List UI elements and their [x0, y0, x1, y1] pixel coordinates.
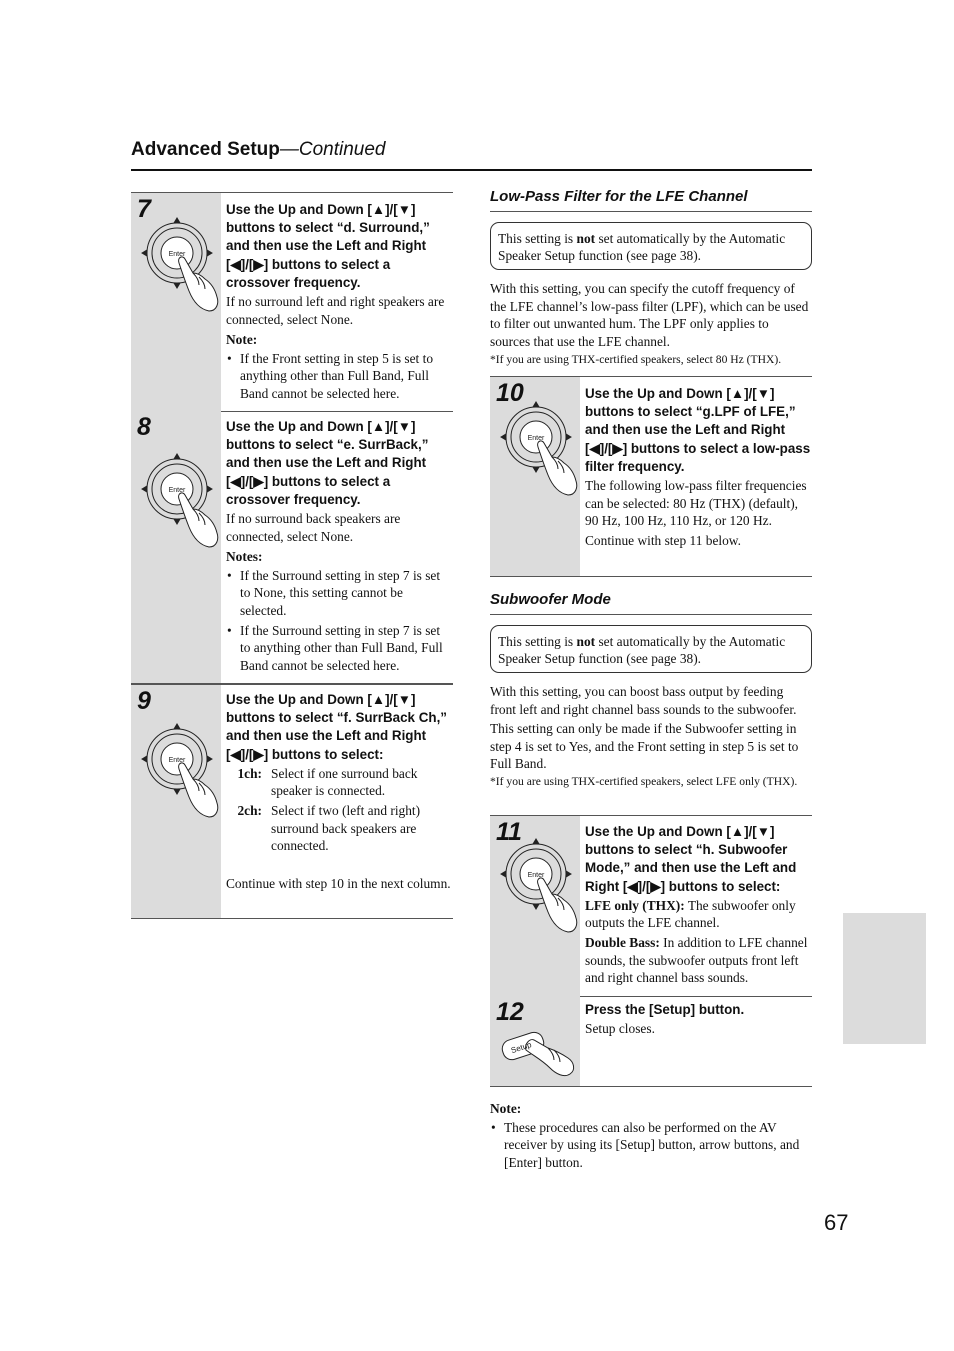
note-item: • If the Front setting in step 5 is set to anything other than Full Band, Full Band cannot be selected here.	[240, 350, 452, 403]
lpf-title-rule	[490, 211, 812, 212]
step-number: 8	[137, 413, 151, 441]
svg-text:Enter: Enter	[168, 251, 186, 258]
note-item: • If the Surround setting in step 7 is set to anything other than Full Band, Full Band cannot be selected here.	[240, 622, 452, 675]
option-2ch	[226, 802, 452, 855]
option-label: 1ch:	[237, 765, 262, 781]
note-heading: Note:	[490, 1101, 522, 1116]
setup-button-hand-icon	[498, 1022, 580, 1082]
step-number: 12	[496, 998, 524, 1026]
step-10	[490, 376, 812, 577]
subwoofer-paragraph-2: This setting can only be made if the Subwoofer setting in step 4 is set to Yes, and the Front setting in step 5 is set to Full Band.	[490, 721, 799, 772]
step-instruction: Use the Up and Down [▲]/[▼] buttons to select “g.LPF of LFE,” and then use the Left and Right [◀]/[▶] buttons to select a low-pass filter frequency.	[585, 386, 811, 474]
step-12-content	[585, 1001, 811, 1038]
option-label: 2ch:	[237, 803, 262, 818]
page-number: 67	[824, 1210, 849, 1235]
step-8-content	[226, 418, 452, 676]
subwoofer-section-title: Subwoofer Mode	[490, 591, 611, 608]
step-9-content	[226, 691, 452, 892]
section-title-main: Advanced Setup	[131, 139, 280, 160]
step-body: The following low-pass filter frequencies can be selected: 80 Hz (THX) (default), 90 Hz, 100 Hz, 110 Hz, or 120 Hz.	[585, 478, 807, 529]
step-body: Setup closes.	[585, 1021, 655, 1037]
option-label: LFE only (THX):	[585, 897, 685, 913]
svg-text:Enter: Enter	[527, 872, 545, 879]
side-tab	[843, 913, 926, 1044]
svg-text:Setup: Setup	[509, 1040, 533, 1056]
subwoofer-info-box	[490, 625, 812, 673]
step-number: 11	[496, 818, 522, 846]
step-instruction: Use the Up and Down [▲]/[▼] buttons to select “h. Subwoofer Mode,” and then use the Left and Right [◀]/[▶] buttons to select:	[585, 824, 797, 894]
step-10-content	[585, 385, 811, 549]
note-item: • If the Surround setting in step 7 is set to None, this setting cannot be selected.	[240, 567, 452, 620]
box-text: set automatically by the Automatic Speaker Setup function (see page 38).	[498, 231, 786, 263]
option-text: Select if two (left and right) surround back speakers are connected.	[271, 803, 421, 854]
note-list	[226, 350, 452, 403]
option-double-bass	[585, 934, 811, 987]
step-continue: Continue with step 11 below.	[585, 532, 741, 548]
box-text: set automatically by the Automatic Speaker Setup function (see page 38).	[498, 634, 786, 666]
step-7-content	[226, 201, 452, 405]
lpf-section-title: Low-Pass Filter for the LFE Channel	[490, 188, 748, 205]
note-list	[490, 1119, 812, 1172]
option-1ch	[226, 765, 452, 800]
subwoofer-footnote: *If you are using THX-certified speakers, select LFE only (THX).	[490, 775, 798, 788]
subwoofer-title-rule	[490, 614, 812, 615]
option-lfe-only	[585, 897, 811, 932]
step-8	[131, 411, 453, 684]
option-text: In addition to LFE channel sounds, the subwoofer outputs front left and right channel bass sounds.	[585, 935, 808, 986]
enter-dial-hand-icon	[139, 721, 221, 821]
enter-dial-hand-icon	[498, 836, 580, 936]
step-number: 10	[496, 379, 524, 407]
step-continue: Continue with step 10 in the next column.	[226, 875, 451, 891]
final-note	[490, 1100, 812, 1173]
lpf-footnote: *If you are using THX-certified speakers, select 80 Hz (THX).	[490, 353, 782, 366]
step-instruction: Use the Up and Down [▲]/[▼] buttons to select “d. Surround,” and then use the Left and Right [◀]/[▶] buttons to select a crossover frequency.	[226, 202, 430, 290]
step-number: 7	[137, 195, 151, 223]
box-text: This setting is	[498, 231, 577, 246]
page-header	[131, 139, 812, 171]
step-body: If no surround back speakers are connected, select None.	[226, 511, 401, 544]
step-instruction: Press the [Setup] button.	[585, 1002, 745, 1017]
note-list	[226, 567, 452, 675]
step-7	[131, 192, 453, 412]
svg-text:Enter: Enter	[168, 757, 186, 764]
step-instruction: Use the Up and Down [▲]/[▼] buttons to select “f. SurrBack Ch,” and then use the Left and Right [◀]/[▶] buttons to select:	[226, 692, 447, 762]
enter-dial-hand-icon	[139, 451, 221, 551]
step-11-content	[585, 823, 811, 989]
step-number: 9	[137, 687, 151, 715]
note-heading: Note:	[226, 332, 258, 348]
option-text: Select if one surround back speaker is connected.	[271, 765, 418, 799]
note-heading: Notes:	[226, 549, 263, 565]
step-instruction: Use the Up and Down [▲]/[▼] buttons to select “e. SurrBack,” and then use the Left and Right [◀]/[▶] buttons to select a crossover frequency.	[226, 419, 429, 507]
enter-dial-hand-icon	[498, 399, 580, 499]
box-text: This setting is	[498, 634, 577, 649]
section-title-continued: —Continued	[279, 139, 386, 160]
step-9	[131, 684, 453, 919]
subwoofer-paragraph-1: With this setting, you can boost bass output by feeding front left and right channel bass sounds to the subwoofer.	[490, 684, 797, 717]
svg-text:Enter: Enter	[527, 435, 545, 442]
lpf-paragraph: With this setting, you can specify the cutoff frequency of the LFE channel’s low-pass filter (LPF), which can be used to filter out unwanted hum. The LPF only applies to sources that use the LFE channel.	[490, 281, 809, 349]
svg-text:Enter: Enter	[168, 487, 186, 494]
enter-dial-hand-icon	[139, 215, 221, 315]
step-12	[490, 996, 812, 1087]
box-bold: not	[576, 634, 596, 649]
option-label: Double Bass:	[585, 935, 660, 950]
step-body: If no surround left and right speakers are connected, select None.	[226, 294, 445, 327]
box-bold: not	[576, 231, 596, 246]
step-11	[490, 815, 812, 997]
option-text: The subwoofer only outputs the LFE channel.	[585, 897, 796, 931]
lpf-info-box	[490, 222, 812, 270]
note-item: • These procedures can also be performed on the AV receiver by using its [Setup] button, arrow buttons, and [Enter] button.	[504, 1119, 812, 1172]
section-title	[131, 139, 386, 161]
